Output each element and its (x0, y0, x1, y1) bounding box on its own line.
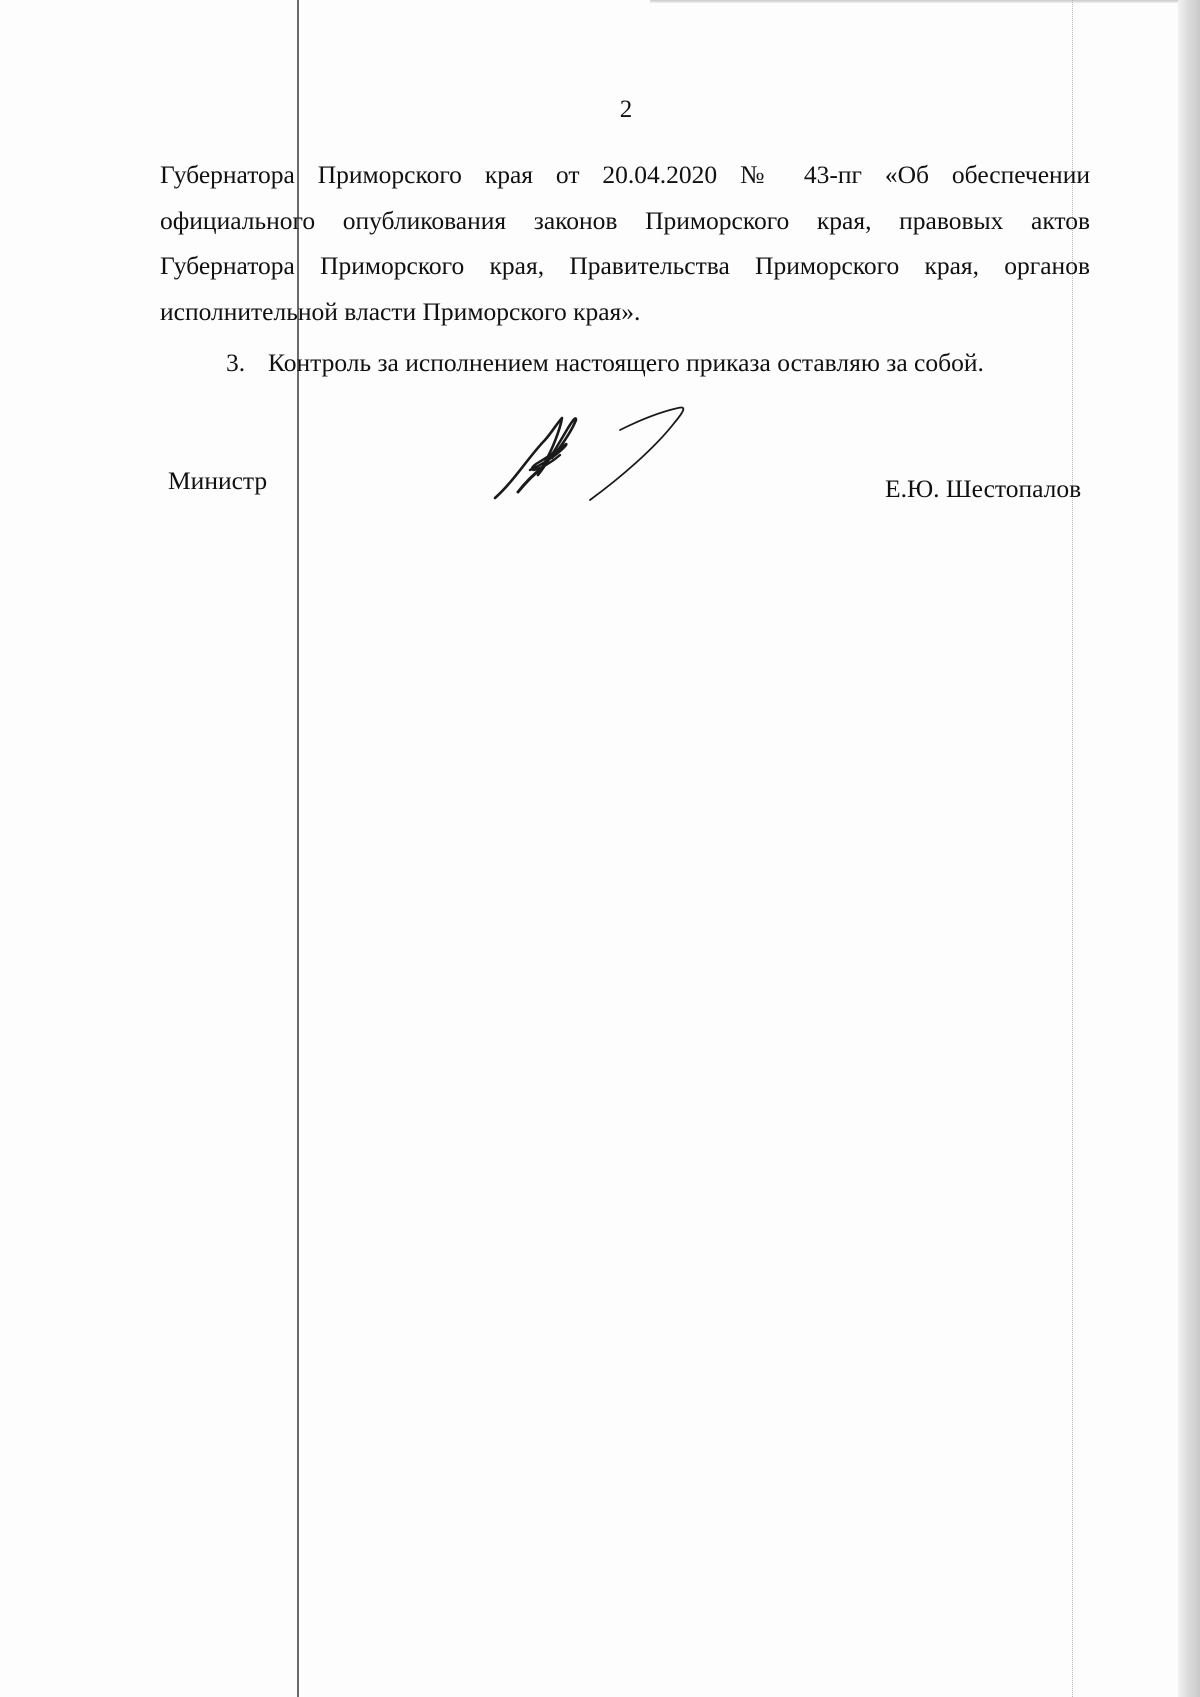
scan-edge-shadow (1178, 0, 1200, 1697)
signatory-role: Министр (168, 466, 268, 495)
item-number: 3. (226, 348, 246, 377)
scan-top-edge (650, 0, 1200, 3)
item-text: Контроль за исполнением настоящего приказа оставляю за собой. (268, 348, 984, 377)
list-item (226, 340, 1106, 385)
handwritten-signature-icon (490, 400, 700, 505)
signatory-name: Е.Ю. Шестопалов (885, 474, 1082, 503)
page-number: 2 (619, 96, 633, 123)
paragraph-continuation: Губернатора Приморского края от 20.04.2020 № 43-пг «Об обеспечении официального опубликования законов Приморского края, правовых актов Губернатора Приморского края, Правительства Приморского края, органов исполнительной власти Приморского края». (160, 160, 1090, 326)
